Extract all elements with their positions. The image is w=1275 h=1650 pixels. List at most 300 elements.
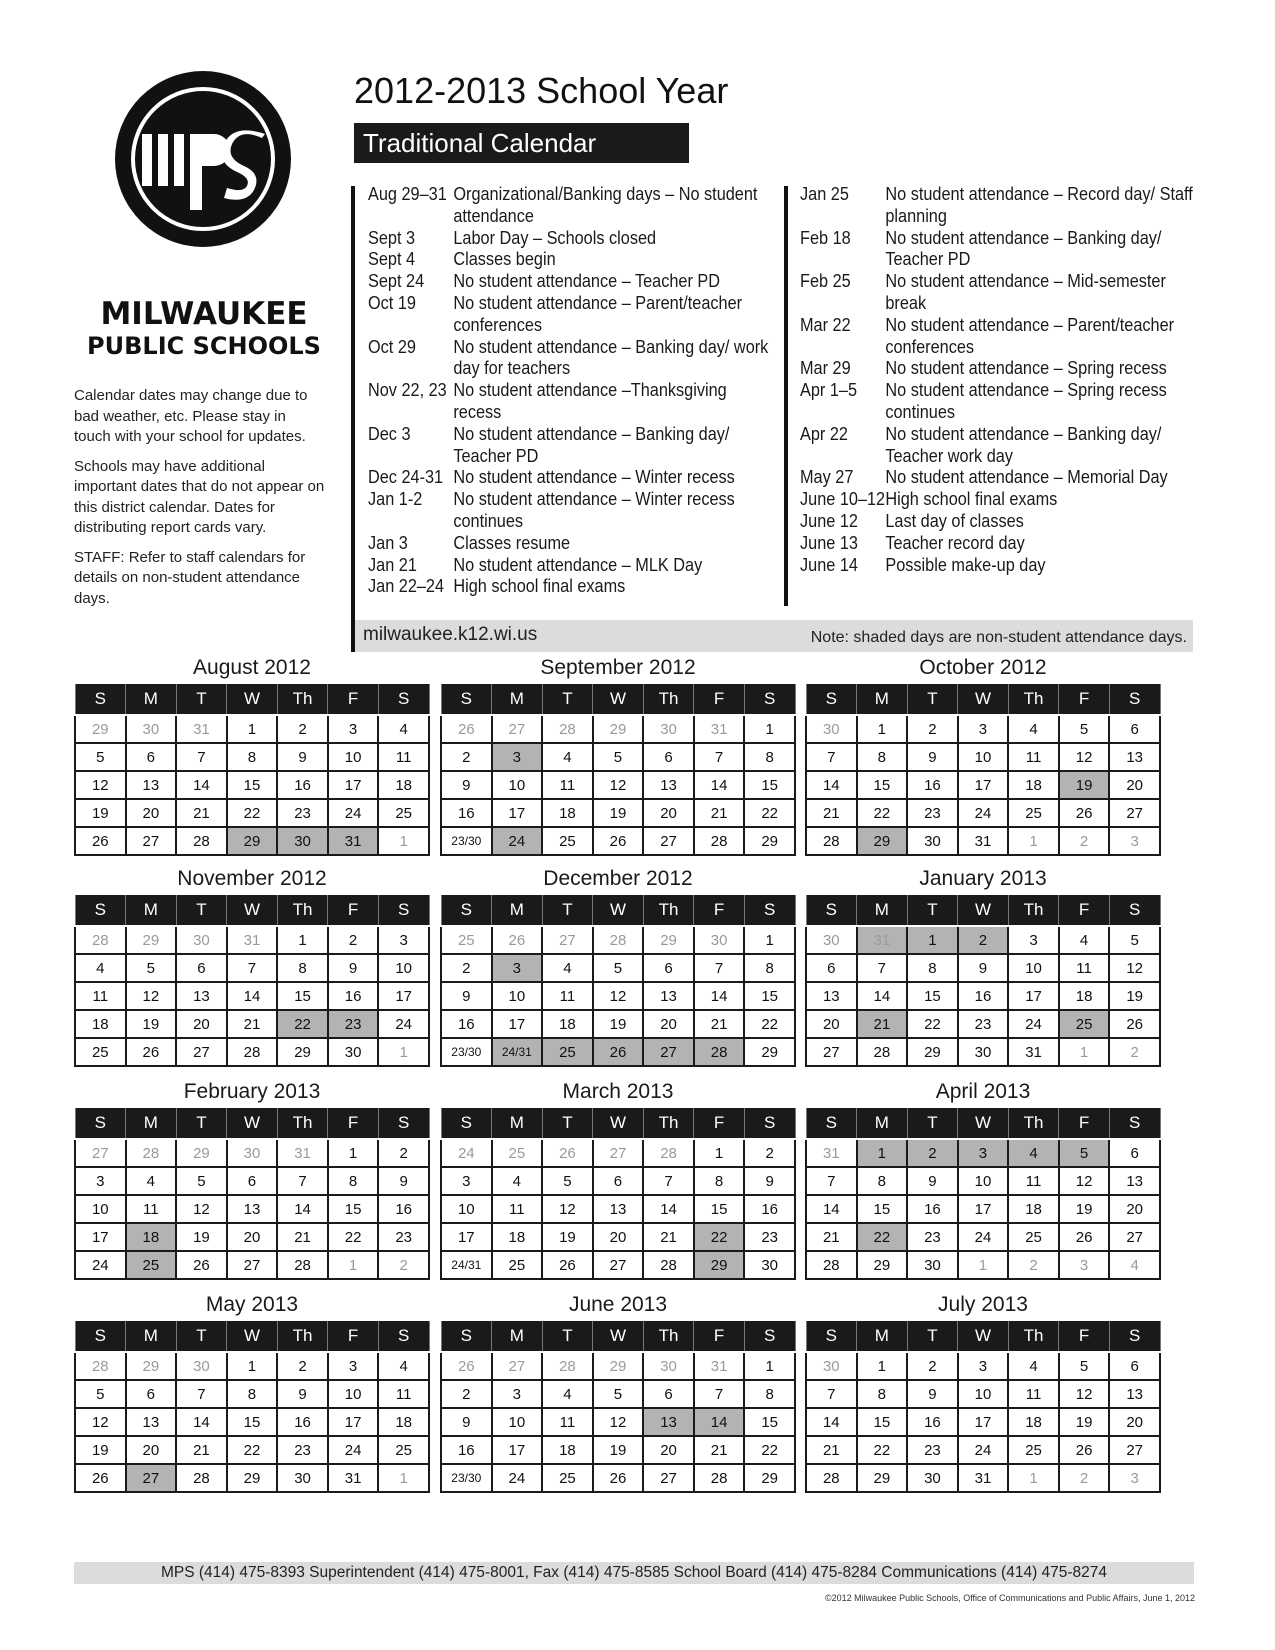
day-cell: 19 <box>593 1436 644 1464</box>
day-cell: 21 <box>694 799 745 827</box>
day-cell: 9 <box>441 771 492 799</box>
events-list-right <box>800 183 1205 575</box>
month-title: September 2012 <box>540 656 696 679</box>
weekday-header: S <box>75 683 126 715</box>
day-cell: 6 <box>593 1167 644 1195</box>
event-item <box>368 466 773 488</box>
day-cell: 9 <box>958 954 1009 982</box>
event-item <box>800 379 1205 423</box>
weekday-header: F <box>1059 683 1110 715</box>
weekday-header: M <box>126 683 177 715</box>
week-row <box>441 926 795 954</box>
day-cell: 5 <box>542 1167 593 1195</box>
day-cell: 17 <box>1008 982 1059 1010</box>
month-title: April 2013 <box>935 1080 1031 1103</box>
weekday-header: T <box>907 683 958 715</box>
day-cell-shaded: 29 <box>694 1251 745 1279</box>
weekday-header: F <box>328 894 379 926</box>
week-row <box>441 1038 795 1066</box>
day-cell: 15 <box>857 1195 908 1223</box>
day-cell: 23 <box>958 1010 1009 1038</box>
day-cell: 28 <box>126 1139 177 1167</box>
weekday-header: T <box>907 1107 958 1139</box>
day-cell: 22 <box>907 1010 958 1038</box>
weekday-header: Th <box>277 683 328 715</box>
day-cell: 17 <box>492 1010 543 1038</box>
day-cell: 5 <box>75 1380 126 1408</box>
day-cell: 7 <box>694 1380 745 1408</box>
month-title: August 2012 <box>193 656 311 679</box>
day-cell: 4 <box>1008 715 1059 743</box>
day-cell: 29 <box>857 1251 908 1279</box>
day-cell: 19 <box>593 1010 644 1038</box>
day-cell: 12 <box>593 982 644 1010</box>
note-additional-dates: Schools may have additional important dates that do not appear on this district calendar. Dates for distributing report cards vary. <box>74 457 325 536</box>
week-row <box>806 799 1160 827</box>
day-cell: 28 <box>176 1464 227 1492</box>
week-row <box>441 715 795 743</box>
event-description: Classes resume <box>453 531 571 553</box>
day-cell: 23 <box>277 1436 328 1464</box>
page-title: 2012-2013 School Year <box>354 70 729 111</box>
divider-bar <box>351 186 355 652</box>
day-cell: 1 <box>378 1038 429 1066</box>
day-cell: 8 <box>857 743 908 771</box>
day-cell: 18 <box>378 1408 429 1436</box>
event-description: No student attendance – Record day/ Staff planning <box>885 183 1193 226</box>
weekday-header: W <box>593 894 644 926</box>
day-cell: 8 <box>907 954 958 982</box>
day-cell: 19 <box>1109 982 1160 1010</box>
day-cell: 5 <box>75 743 126 771</box>
week-row <box>75 771 429 799</box>
day-cell: 6 <box>227 1167 278 1195</box>
day-cell: 22 <box>744 1436 795 1464</box>
day-cell-shaded: 1 <box>907 926 958 954</box>
weekday-header-row <box>441 894 795 926</box>
day-cell: 25 <box>1008 1223 1059 1251</box>
day-cell: 17 <box>378 982 429 1010</box>
day-cell-shaded: 27 <box>643 1038 694 1066</box>
day-cell: 27 <box>176 1038 227 1066</box>
day-cell: 1 <box>857 1352 908 1380</box>
day-cell: 10 <box>328 1380 379 1408</box>
event-item <box>368 270 773 292</box>
weekday-header: M <box>857 1107 908 1139</box>
weekday-header: F <box>694 1320 745 1352</box>
day-cell: 30 <box>806 1352 857 1380</box>
month-calendar <box>440 1291 796 1493</box>
weekday-header: S <box>1109 683 1160 715</box>
day-cell: 22 <box>328 1223 379 1251</box>
event-description: No student attendance – Banking day/ Teacher PD <box>885 226 1162 270</box>
day-cell: 22 <box>227 799 278 827</box>
day-cell: 30 <box>176 926 227 954</box>
day-cell: 2 <box>378 1251 429 1279</box>
event-date: Oct 19 <box>368 291 416 313</box>
weekday-header: S <box>1109 894 1160 926</box>
weekday-header: T <box>542 683 593 715</box>
day-cell: 8 <box>694 1167 745 1195</box>
weekday-header: W <box>958 683 1009 715</box>
event-item <box>800 423 1205 467</box>
week-row <box>441 1436 795 1464</box>
event-description: No student attendance – MLK Day <box>453 553 703 575</box>
day-cell: 27 <box>227 1251 278 1279</box>
event-item <box>368 336 773 380</box>
week-row <box>75 1010 429 1038</box>
day-cell: 1 <box>744 926 795 954</box>
weekday-header: S <box>378 1320 429 1352</box>
weekday-header: S <box>378 683 429 715</box>
weekday-header-row <box>806 1107 1160 1139</box>
month-grid <box>440 1319 796 1493</box>
day-cell-shaded: 24 <box>492 827 543 855</box>
day-cell: 10 <box>1008 954 1059 982</box>
day-cell: 12 <box>1109 954 1160 982</box>
day-cell: 15 <box>227 1408 278 1436</box>
day-cell: 25 <box>75 1038 126 1066</box>
weekday-header: S <box>441 683 492 715</box>
weekday-header: S <box>744 1320 795 1352</box>
day-cell: 8 <box>857 1167 908 1195</box>
day-cell: 9 <box>744 1167 795 1195</box>
weekday-header: M <box>126 1107 177 1139</box>
day-cell: 25 <box>492 1139 543 1167</box>
day-cell: 30 <box>694 926 745 954</box>
day-cell: 2 <box>378 1139 429 1167</box>
day-cell: 5 <box>593 743 644 771</box>
weekday-header: T <box>907 894 958 926</box>
day-cell: 5 <box>1059 1352 1110 1380</box>
day-cell: 27 <box>1109 1223 1160 1251</box>
day-cell: 14 <box>176 771 227 799</box>
day-cell: 21 <box>694 1010 745 1038</box>
weekday-header: F <box>694 894 745 926</box>
day-cell: 7 <box>806 1380 857 1408</box>
event-date: Apr 22 <box>800 422 848 444</box>
weekday-header: S <box>441 1107 492 1139</box>
event-description: Possible make-up day <box>885 553 1046 575</box>
month-grid <box>805 1106 1161 1280</box>
day-cell: 10 <box>958 1380 1009 1408</box>
day-cell: 22 <box>744 1010 795 1038</box>
notes <box>74 386 326 618</box>
event-date: Jan 1-2 <box>368 488 423 510</box>
day-cell: 29 <box>907 1038 958 1066</box>
day-cell: 6 <box>1109 715 1160 743</box>
day-cell: 30 <box>643 1352 694 1380</box>
day-cell: 7 <box>643 1167 694 1195</box>
day-cell: 24 <box>958 1436 1009 1464</box>
event-date: June 13 <box>800 531 858 553</box>
day-cell: 27 <box>643 1464 694 1492</box>
weekday-header: F <box>1059 894 1110 926</box>
day-cell: 27 <box>75 1139 126 1167</box>
day-cell: 7 <box>227 954 278 982</box>
day-cell: 29 <box>126 926 177 954</box>
event-description: Teacher record day <box>885 531 1025 553</box>
day-cell: 3 <box>328 715 379 743</box>
day-cell: 3 <box>75 1167 126 1195</box>
day-cell: 27 <box>542 926 593 954</box>
weekday-header: M <box>857 683 908 715</box>
day-cell: 21 <box>806 1436 857 1464</box>
weekday-header: S <box>75 894 126 926</box>
org-name-line2: PUBLIC SCHOOLS <box>87 332 321 360</box>
event-date: Feb 18 <box>800 226 851 248</box>
month-calendar <box>74 1291 430 1493</box>
day-cell-shaded: 13 <box>643 1408 694 1436</box>
event-date: Sept 3 <box>368 226 416 248</box>
day-cell: 29 <box>277 1038 328 1066</box>
day-cell: 15 <box>907 982 958 1010</box>
day-cell: 26 <box>1059 1436 1110 1464</box>
day-cell: 14 <box>277 1195 328 1223</box>
week-row <box>441 743 795 771</box>
day-cell: 25 <box>1008 1436 1059 1464</box>
day-cell: 20 <box>1109 1195 1160 1223</box>
weekday-header: M <box>857 1320 908 1352</box>
day-cell: 26 <box>593 827 644 855</box>
weekday-header: W <box>958 1107 1009 1139</box>
day-cell: 3 <box>958 1352 1009 1380</box>
event-item <box>800 227 1205 271</box>
day-cell: 13 <box>806 982 857 1010</box>
event-item <box>368 532 773 554</box>
day-cell: 5 <box>176 1167 227 1195</box>
day-cell: 3 <box>328 1352 379 1380</box>
day-cell: 11 <box>378 1380 429 1408</box>
week-row <box>441 1167 795 1195</box>
week-row <box>75 954 429 982</box>
weekday-header: S <box>806 894 857 926</box>
day-cell: 28 <box>593 926 644 954</box>
day-cell: 1 <box>277 926 328 954</box>
day-cell: 10 <box>492 982 543 1010</box>
event-date: Jan 3 <box>368 531 408 553</box>
weekday-header: S <box>75 1107 126 1139</box>
day-cell: 5 <box>593 954 644 982</box>
day-cell-shaded: 4 <box>1008 1139 1059 1167</box>
day-cell: 18 <box>1008 1408 1059 1436</box>
weekday-header: S <box>806 1320 857 1352</box>
day-cell: 7 <box>857 954 908 982</box>
month-calendar <box>440 865 796 1067</box>
day-cell: 4 <box>542 743 593 771</box>
day-cell: 11 <box>126 1195 177 1223</box>
day-cell: 16 <box>441 799 492 827</box>
month-calendar <box>440 654 796 856</box>
day-cell: 3 <box>1109 827 1160 855</box>
day-cell-shaded: 5 <box>1059 1139 1110 1167</box>
weekday-header: W <box>227 894 278 926</box>
day-cell: 2 <box>277 1352 328 1380</box>
weekday-header: M <box>492 894 543 926</box>
day-cell: 25 <box>542 827 593 855</box>
event-description: No student attendance –Thanksgiving recess <box>453 379 727 422</box>
day-cell: 14 <box>176 1408 227 1436</box>
weekday-header: M <box>126 894 177 926</box>
day-cell: 2 <box>441 743 492 771</box>
day-cell: 15 <box>694 1195 745 1223</box>
day-cell: 12 <box>126 982 177 1010</box>
day-cell: 1 <box>857 715 908 743</box>
event-item <box>800 532 1205 554</box>
day-cell: 2 <box>744 1139 795 1167</box>
weekday-header: T <box>176 1107 227 1139</box>
day-cell: 13 <box>643 982 694 1010</box>
week-row <box>806 715 1160 743</box>
event-description: No student attendance – Banking day/ work day for teachers <box>453 335 769 379</box>
week-row <box>806 954 1160 982</box>
day-cell: 26 <box>75 1464 126 1492</box>
day-cell-shaded: 25 <box>126 1251 177 1279</box>
page-subtitle: Traditional Calendar <box>354 123 689 163</box>
day-cell: 28 <box>542 1352 593 1380</box>
weekday-header-row <box>441 683 795 715</box>
month-title: October 2012 <box>919 656 1047 679</box>
day-cell: 16 <box>441 1436 492 1464</box>
day-cell: 20 <box>1109 771 1160 799</box>
month-grid <box>74 893 430 1067</box>
day-cell: 3 <box>441 1167 492 1195</box>
day-cell: 8 <box>328 1167 379 1195</box>
day-cell: 23 <box>378 1223 429 1251</box>
day-cell: 20 <box>227 1223 278 1251</box>
event-date: Sept 4 <box>368 248 416 270</box>
event-description: Last day of classes <box>885 509 1024 531</box>
day-cell: 23 <box>277 799 328 827</box>
day-cell: 11 <box>1008 1167 1059 1195</box>
day-cell: 1 <box>378 1464 429 1492</box>
weekday-header: W <box>958 1320 1009 1352</box>
day-cell: 4 <box>1059 926 1110 954</box>
weekday-header: W <box>593 1107 644 1139</box>
week-row <box>441 1352 795 1380</box>
day-cell: 13 <box>126 771 177 799</box>
weekday-header: Th <box>1008 894 1059 926</box>
event-description: No student attendance – Spring recess continues <box>885 379 1167 422</box>
day-cell: 5 <box>1109 926 1160 954</box>
event-date: May 27 <box>800 466 854 488</box>
day-cell: 7 <box>176 743 227 771</box>
shade-note: Note: shaded days are non-student attendance days. <box>810 629 1187 646</box>
day-cell: 14 <box>806 771 857 799</box>
weekday-header: T <box>176 1320 227 1352</box>
event-date: Oct 29 <box>368 335 416 357</box>
weekday-header: M <box>857 894 908 926</box>
event-date: Sept 24 <box>368 270 425 292</box>
day-cell-shaded: 29 <box>857 827 908 855</box>
event-date: Apr 1–5 <box>800 379 858 401</box>
week-row <box>806 1436 1160 1464</box>
day-cell: 30 <box>176 1352 227 1380</box>
day-cell: 4 <box>492 1167 543 1195</box>
day-cell: 25 <box>542 1464 593 1492</box>
day-cell: 26 <box>441 1352 492 1380</box>
day-cell: 1 <box>694 1139 745 1167</box>
day-cell: 8 <box>227 1380 278 1408</box>
website-link[interactable]: milwaukee.k12.wi.us <box>363 624 538 645</box>
day-cell: 17 <box>328 771 379 799</box>
day-cell: 7 <box>806 743 857 771</box>
weekday-header: Th <box>643 894 694 926</box>
week-row <box>806 1223 1160 1251</box>
month-calendar <box>74 654 430 856</box>
day-cell: 12 <box>542 1195 593 1223</box>
day-cell: 26 <box>441 715 492 743</box>
day-cell: 14 <box>806 1195 857 1223</box>
day-cell: 24 <box>958 799 1009 827</box>
day-cell: 11 <box>378 743 429 771</box>
day-cell: 15 <box>227 771 278 799</box>
note-weather: Calendar dates may change due to bad weather, etc. Please stay in touch with your school for updates. <box>74 387 308 445</box>
day-cell: 31 <box>694 1352 745 1380</box>
day-cell: 13 <box>1109 1167 1160 1195</box>
month-grid <box>805 682 1161 856</box>
weekday-header: T <box>176 894 227 926</box>
month-grid <box>440 893 796 1067</box>
week-row <box>75 1251 429 1279</box>
day-cell: 17 <box>492 799 543 827</box>
day-cell: 30 <box>643 715 694 743</box>
weekday-header: Th <box>643 683 694 715</box>
day-cell: 10 <box>958 743 1009 771</box>
day-cell: 6 <box>176 954 227 982</box>
day-cell: 2 <box>441 954 492 982</box>
event-item <box>800 314 1205 358</box>
day-cell: 26 <box>1059 799 1110 827</box>
month-title: December 2012 <box>543 867 693 890</box>
day-cell: 23 <box>907 1223 958 1251</box>
weekday-header: F <box>694 1107 745 1139</box>
day-cell: 21 <box>227 1010 278 1038</box>
day-cell: 19 <box>593 799 644 827</box>
week-row <box>441 1464 795 1492</box>
event-description: No student attendance – Memorial Day <box>885 466 1168 488</box>
day-cell: 31 <box>277 1139 328 1167</box>
day-cell: 23/30 <box>441 1464 492 1492</box>
day-cell: 26 <box>75 827 126 855</box>
day-cell: 4 <box>75 954 126 982</box>
week-row <box>441 1408 795 1436</box>
week-row <box>806 1010 1160 1038</box>
day-cell: 9 <box>907 1380 958 1408</box>
day-cell: 28 <box>857 1038 908 1066</box>
weekday-header-row <box>75 1107 429 1139</box>
day-cell: 8 <box>227 743 278 771</box>
week-row <box>806 1251 1160 1279</box>
day-cell: 20 <box>126 1436 177 1464</box>
day-cell: 19 <box>1059 1195 1110 1223</box>
day-cell: 20 <box>1109 1408 1160 1436</box>
day-cell: 10 <box>378 954 429 982</box>
day-cell: 27 <box>593 1139 644 1167</box>
day-cell: 29 <box>176 1139 227 1167</box>
week-row <box>441 982 795 1010</box>
day-cell: 22 <box>744 799 795 827</box>
weekday-header: M <box>492 1320 543 1352</box>
day-cell-shaded: 25 <box>542 1038 593 1066</box>
week-row <box>806 1139 1160 1167</box>
day-cell: 6 <box>126 1380 177 1408</box>
weekday-header: T <box>542 1107 593 1139</box>
event-item <box>368 379 773 423</box>
day-cell: 24 <box>958 1223 1009 1251</box>
event-description: No student attendance – Spring recess <box>885 357 1167 379</box>
day-cell: 18 <box>492 1223 543 1251</box>
